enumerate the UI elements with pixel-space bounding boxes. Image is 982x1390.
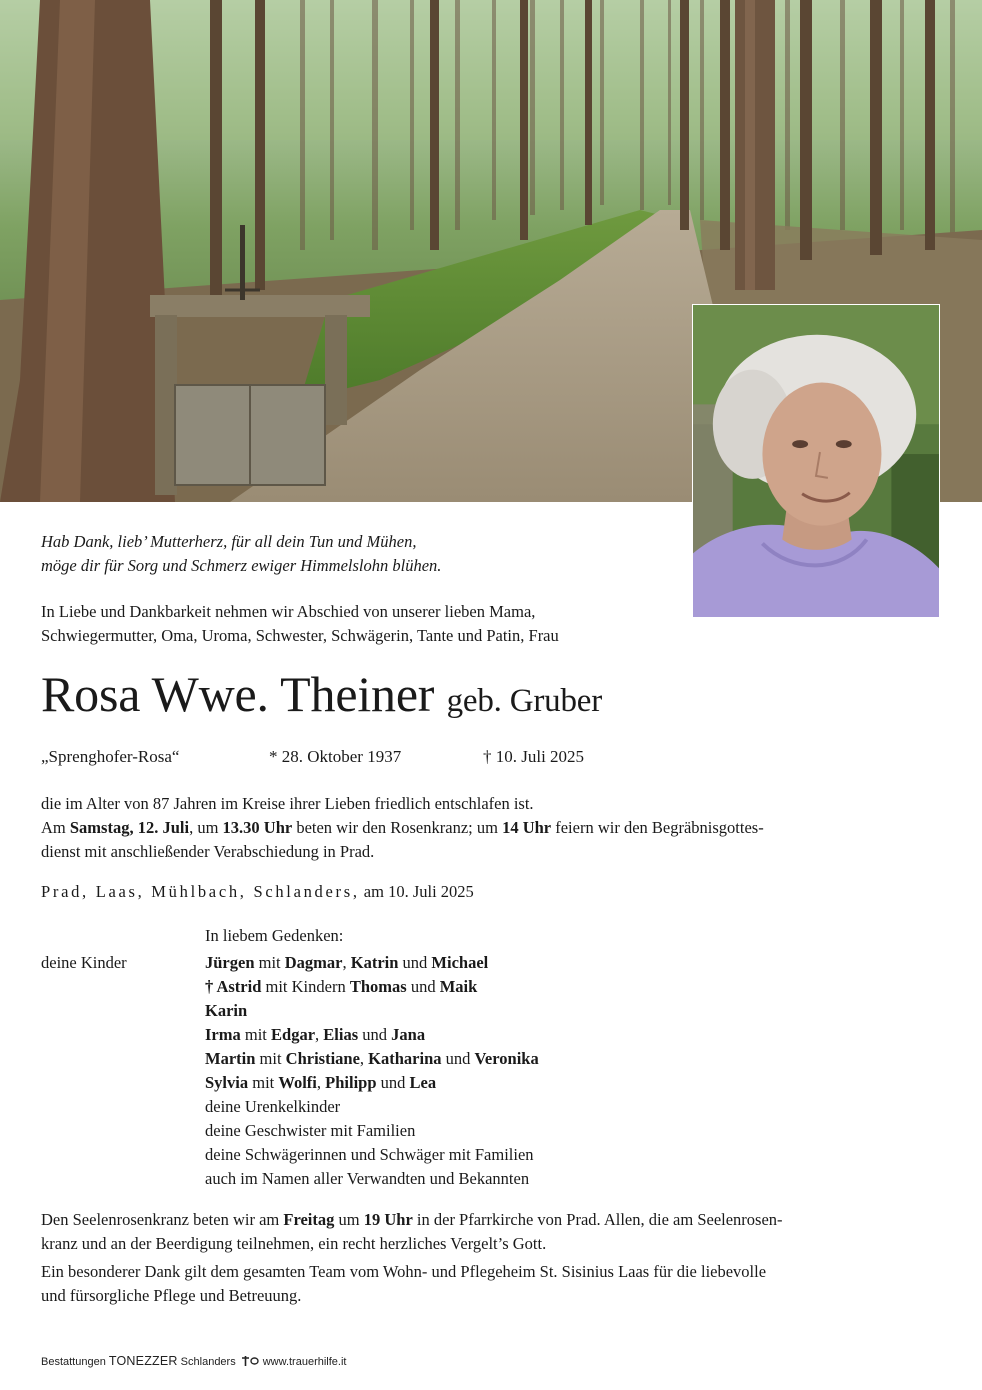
- poem-line: Hab Dank, lieb’ Mutterherz, für all dein Tun und Mühen,: [41, 532, 417, 551]
- mourner-connector: ,: [342, 953, 351, 972]
- mourner-line: [205, 999, 539, 1023]
- mourner-line: [205, 951, 539, 975]
- mourner-name: Wolfi: [278, 1073, 317, 1092]
- rosary-notice-line-2: kranz und an der Beerdigung teilnehmen, ein recht herzliches Vergelt’s Gott.: [41, 1234, 547, 1253]
- memorial-poem: [41, 530, 441, 578]
- intro-line: Schwiegermutter, Oma, Uroma, Schwester, Schwägerin, Tante und Patin, Frau: [41, 626, 559, 645]
- rosary-time: 13.30 Uhr: [222, 818, 293, 837]
- mourner-connector: auch im Namen aller Verwandten und Bekannten: [205, 1169, 530, 1188]
- mourner-name: Jürgen: [205, 953, 255, 972]
- mourner-connector: mit: [254, 953, 285, 972]
- intro-text: [41, 600, 559, 648]
- mourner-connector: mit Kindern: [261, 977, 350, 996]
- mourner-line: [205, 975, 539, 999]
- mourner-name: Thomas: [349, 977, 407, 996]
- mourner-connector: ,: [359, 1049, 369, 1068]
- funeral-home-brand: TONEZZER: [108, 1354, 178, 1368]
- mourner-line: [205, 1167, 539, 1191]
- rosary-notice-line: Den Seelenrosenkranz beten wir am Freitag um 19 Uhr in der Pfarrkirche von Prad. Allen, die am Seelenrosen-: [41, 1210, 783, 1229]
- kids-label: deine Kinder: [41, 953, 127, 972]
- towns: Prad, Laas, Mühlbach, Schlanders,: [41, 882, 360, 901]
- life-dates: [41, 745, 584, 769]
- mourner-name: Philipp: [325, 1073, 377, 1092]
- deceased-name: [41, 664, 602, 731]
- mourners-list: [205, 951, 539, 1191]
- intro-line: In Liebe und Dankbarkeit nehmen wir Abschied von unserer lieben Mama,: [41, 602, 536, 621]
- mourner-name: Irma: [205, 1025, 241, 1044]
- mourner-name: † Astrid: [205, 977, 262, 996]
- notice-date: am 10. Juli 2025: [359, 882, 474, 901]
- mourner-connector: mit: [255, 1049, 286, 1068]
- mourner-name: Katharina: [368, 1049, 442, 1068]
- rosary-line-2: dienst mit anschließender Verabschiedung in Prad.: [41, 842, 375, 861]
- mourner-line: [205, 1143, 539, 1167]
- mourner-connector: deine Schwägerinnen und Schwäger mit Familien: [205, 1145, 534, 1164]
- mourner-connector: mit: [248, 1073, 279, 1092]
- mourner-connector: mit: [240, 1025, 272, 1044]
- age-line: die im Alter von 87 Jahren im Kreise ihrer Lieben friedlich entschlafen ist.: [41, 794, 534, 813]
- mourner-connector: und: [376, 1073, 410, 1092]
- funeral-home-credit: Bestattungen TONEZZER Schlanders www.trauerhilfe.it: [41, 1354, 347, 1368]
- mourner-connector: deine Urenkelkinder: [205, 1097, 341, 1116]
- mourner-name: Lea: [409, 1073, 437, 1092]
- mourner-connector: und: [406, 977, 440, 996]
- thanks-line-2: und fürsorgliche Pflege und Betreuung.: [41, 1286, 302, 1305]
- place-date: [41, 880, 474, 904]
- mourner-name: Christiane: [285, 1049, 360, 1068]
- mourner-line: [205, 1023, 539, 1047]
- mourner-name: Elias: [323, 1025, 359, 1044]
- full-name: Rosa Wwe. Theiner: [41, 666, 435, 722]
- mourner-connector: und: [398, 953, 432, 972]
- trauerhilfe-logo-icon: [240, 1355, 260, 1367]
- mourner-name: Maik: [439, 977, 478, 996]
- mourner-name: Michael: [431, 953, 489, 972]
- mourner-name: Veronika: [474, 1049, 539, 1068]
- service-details: [41, 792, 951, 864]
- memory-heading: In liebem Gedenken:: [205, 926, 344, 945]
- mourner-line: [205, 1119, 539, 1143]
- mourner-name: Karin: [205, 1001, 248, 1020]
- rosary-day: Freitag: [283, 1210, 335, 1229]
- evening-time: 19 Uhr: [363, 1210, 413, 1229]
- poem-line: möge dir für Sorg und Schmerz ewiger Himmelslohn blühen.: [41, 556, 442, 575]
- mourner-line: [205, 1095, 539, 1119]
- birth-date: * 28. Oktober 1937: [269, 747, 402, 766]
- mourner-name: Martin: [205, 1049, 256, 1068]
- service-day: Samstag, 12. Juli: [69, 818, 190, 837]
- rosary-notice: [41, 1208, 946, 1256]
- mourner-line: [205, 1071, 539, 1095]
- mourner-connector: deine Geschwister mit Familien: [205, 1121, 416, 1140]
- mourner-line: [205, 1047, 539, 1071]
- thanks-notice: [41, 1260, 946, 1308]
- mass-time: 14 Uhr: [502, 818, 552, 837]
- mourner-name: Sylvia: [205, 1073, 249, 1092]
- mourner-name: Edgar: [271, 1025, 316, 1044]
- death-date: † 10. Juli 2025: [483, 747, 585, 766]
- nickname: „Sprenghofer-Rosa“: [41, 747, 180, 766]
- mourner-name: Dagmar: [284, 953, 343, 972]
- portrait-photo: [692, 304, 940, 618]
- mourner-connector: und: [441, 1049, 475, 1068]
- mourner-name: Katrin: [350, 953, 399, 972]
- thanks-line: Ein besonderer Dank gilt dem gesamten Team vom Wohn- und Pflegeheim St. Sisinius Laas für die liebevolle: [41, 1262, 767, 1281]
- rosary-line: Am Samstag, 12. Juli, um 13.30 Uhr beten wir den Rosenkranz; um 14 Uhr feiern wir den Begräbnisgottes-: [41, 818, 764, 837]
- website-link[interactable]: www.trauerhilfe.it: [262, 1356, 347, 1368]
- maiden-name: geb. Gruber: [446, 683, 602, 719]
- mourner-connector: und: [358, 1025, 392, 1044]
- mourner-connector: ,: [315, 1025, 324, 1044]
- mourner-name: Jana: [391, 1025, 426, 1044]
- mourner-connector: ,: [316, 1073, 326, 1092]
